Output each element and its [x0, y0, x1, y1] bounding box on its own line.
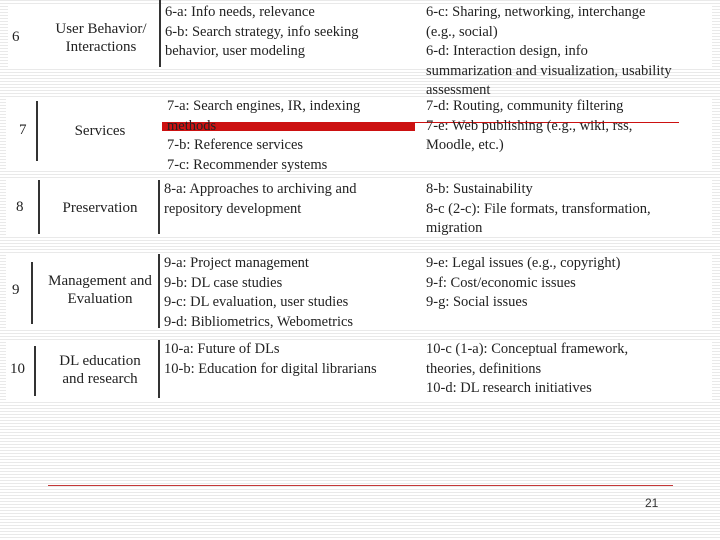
right-topics: 8-b: Sustainability 8-c (2-c): File formats, transformation, migration: [426, 181, 651, 236]
row-number: 10: [10, 361, 25, 377]
left-topics: 7-a: Search engines, IR, indexing methods 7-b: Reference services 7-c: Recommender systems: [167, 98, 361, 173]
left-topics: 8-a: Approaches to archiving and repository development: [164, 181, 357, 217]
row-title: Preservation: [62, 200, 138, 216]
left-topics: 10-a: Future of DLs 10-b: Education for digital librarians: [164, 341, 377, 377]
column-divider: [158, 340, 160, 398]
page-number: 21: [645, 496, 659, 510]
row-title: Management and Evaluation: [48, 273, 152, 307]
column-divider: [31, 262, 33, 324]
row-number: 9: [12, 282, 20, 298]
column-divider: [34, 346, 36, 396]
row-title: User Behavior/ Interactions: [55, 21, 147, 55]
table-row-10: [4, 338, 715, 402]
row-number: 7: [19, 122, 27, 138]
table-row-7: [4, 94, 715, 174]
row-title: DL education and research: [59, 353, 141, 387]
table-row-6: [4, 0, 715, 98]
row-number: 6: [12, 29, 20, 45]
row-number: 8: [16, 199, 24, 215]
right-topics: 9-e: Legal issues (e.g., copyright) 9-f: Cost/economic issues 9-g: Social issues: [426, 255, 621, 310]
table-row-9: [4, 252, 715, 332]
column-divider: [159, 0, 161, 67]
left-topics: 9-a: Project management 9-b: DL case studies 9-c: DL evaluation, user studies 9-d: Bibliometrics, Webometrics: [164, 255, 354, 330]
column-divider: [158, 180, 160, 234]
footer-divider: [48, 485, 673, 486]
column-divider: [36, 101, 38, 161]
column-divider: [158, 254, 160, 328]
table-row-8: [4, 178, 715, 238]
right-topics: 7-d: Routing, community filtering 7-e: Web publishing (e.g., wiki, rss, Moodle, etc.): [426, 98, 633, 153]
right-topics: 6-c: Sharing, networking, interchange (e.g., social) 6-d: Interaction design, info summarization and visualization, usability assessment: [426, 4, 672, 98]
row-title: Services: [74, 123, 126, 139]
right-topics: 10-c (1-a): Conceptual framework, theories, definitions 10-d: DL research initiatives: [426, 341, 629, 396]
left-topics: 6-a: Info needs, relevance 6-b: Search strategy, info seeking behavior, user modeling: [165, 4, 359, 59]
